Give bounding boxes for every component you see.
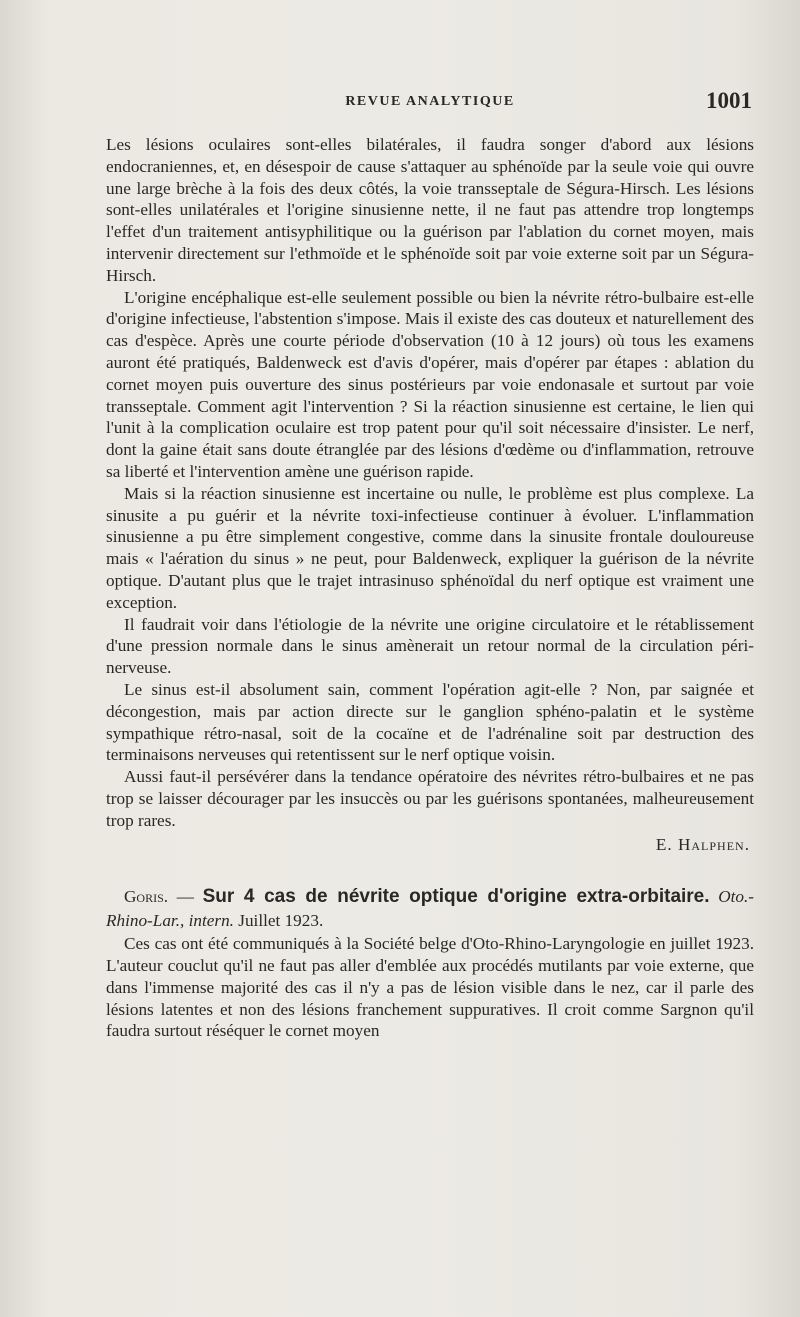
paragraph: Les lésions oculaires sont-elles bilatérales, il faudra songer d'abord aux lésions endocraniennes, et, en désespoir de cause s'attaquer au sphénoïde par la seule voie qui ouvre une large brèche à la fois des deux côtés, la voie transseptale de Ségura-Hirsch. Les lésions sont-elles unilatérales et l'origine sinusienne nette, il ne faut pas attendre trop longtemps l'effet d'un traitement antisyphilitique ou la guérison par l'ablation du cornet moyen, mais intervenir directement sur l'ethmoïde et le sphénoïde soit par voie externe soit par un Ségura-Hirsch. bbox=[106, 135, 754, 285]
paragraph: Mais si la réaction sinusienne est incertaine ou nulle, le problème est plus complexe. La sinusite a pu guérir et la névrite toxi-infectieuse continuer à évoluer. L'inflammation sinusienne a pu être simplement congestive, comme dans la sinusite frontale douloureuse mais « l'aération du sinus » ne peut, pour Baldenweck, expliquer la guérison de la névrite optique. D'autant plus que le trajet intrasinuso sphénoïdal du nerf optique est vraiment une exception. bbox=[106, 483, 754, 612]
review-title: Sur 4 cas de névrite optique d'origine extra-orbitaire. bbox=[202, 886, 710, 908]
review-body: Ces cas ont été communiqués à la Société belge d'Oto-Rhino-Laryngologie en juillet 1923. L'auteur couclut qu'il ne faut pas aller d'emblée aux procédés mutilants par voie externe, que dans l'immense majorité des cas il n'y a pas de lésion visible dans le nez, car il parle des lésions latentes et non des lésions franchement suppuratives. Il croit comme Sargnon qu'il faudra surtout réséquer le cornet moyen bbox=[106, 934, 754, 1041]
paragraph: Il faudrait voir dans l'étiologie de la névrite une origine circulatoire et le rétablissement d'une pression normale dans le sinus amènerait un retour normal de la circulation péri-nerveuse. bbox=[106, 614, 754, 678]
review-author: Goris. bbox=[124, 887, 169, 907]
page-header bbox=[108, 88, 752, 124]
review-dash: — bbox=[168, 887, 203, 907]
paragraph: L'origine encéphalique est-elle seulement possible ou bien la névrite rétro-bulbaire est-elle d'origine infectieuse, l'abstention s'impose. Mais il existe des cas douteux et naturellement des cas d'espèce. Après une courte période d'observation (10 à 12 jours) où tous les examens auront été pratiqués, Baldenweck est d'avis d'opérer, mais d'opérer par étapes : ablation du cornet moyen puis ouverture des sinus postérieurs par voie endonasale et surtout par voie transseptale. Comment agit l'intervention ? Si la réaction sinusienne est certaine, le lien qui l'unit à la complication oculaire est trop patent pour qu'il soit nécessaire d'insister. Le nerf, dont la gaine était sans doute étranglée par des lésions d'œdème ou d'inflammation, retrouve sa liberté et l'intervention amène une guérison rapide. bbox=[106, 287, 754, 481]
author-signature: E. Halphen. bbox=[655, 834, 750, 854]
paragraph: Aussi faut-il persévérer dans la tendance opératoire des névrites rétro-bulbaires et ne pas trop se laisser décourager par les insuccès ou par les guérisons spontanées, malheureusement trop rares. bbox=[106, 767, 754, 830]
page-number: 1001 bbox=[706, 88, 752, 113]
paragraph: Le sinus est-il absolument sain, comment l'opération agit-elle ? Non, par saignée et décongestion, mais par action directe sur le ganglion sphéno-palatin et le système sympathique rétro-nasal, soit de la cocaïne et de l'adrénaline soit par destruction des terminaisons nerveuses qui retentissent sur le nerf optique voisin. bbox=[106, 679, 754, 765]
review-date: Juillet 1923. bbox=[238, 911, 324, 931]
article-body bbox=[106, 134, 754, 1042]
review-journal: Oto.-Rhino-Lar., intern. bbox=[106, 887, 755, 931]
running-head: REVUE ANALYTIQUE bbox=[345, 94, 515, 109]
review-heading bbox=[106, 885, 754, 933]
